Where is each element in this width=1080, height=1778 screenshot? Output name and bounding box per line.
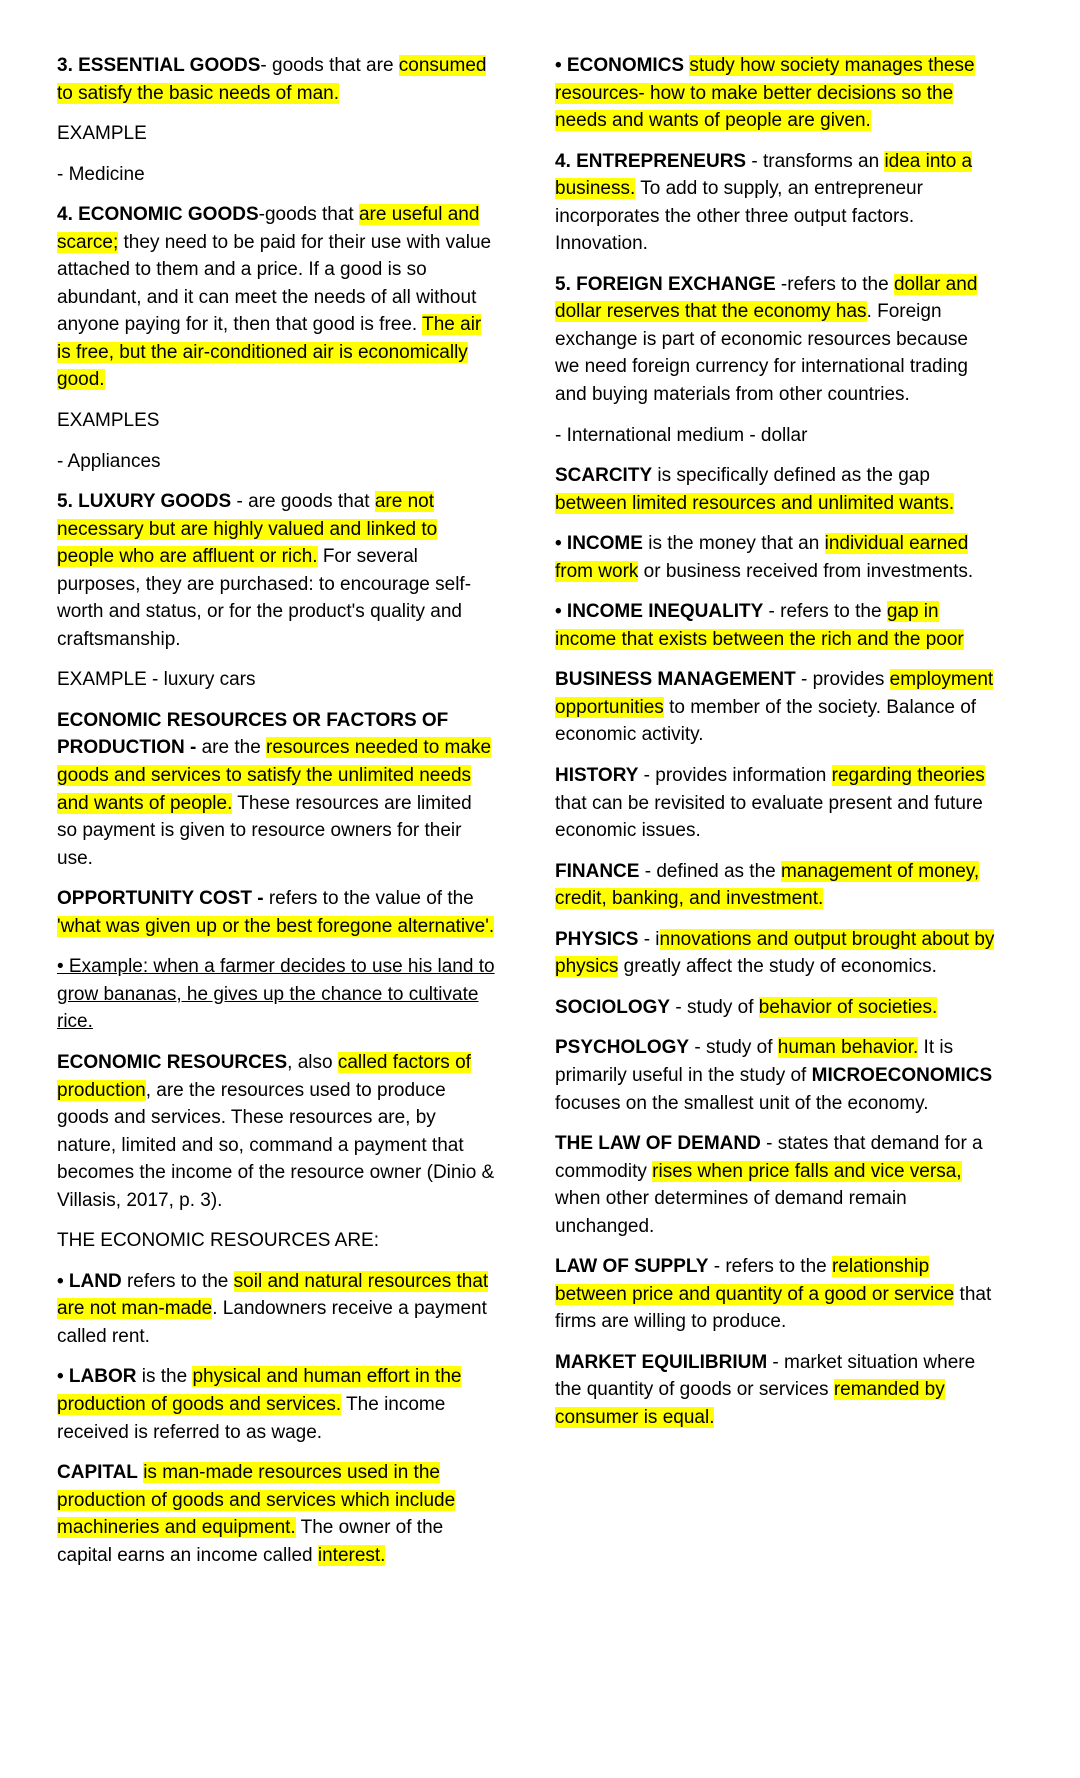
paragraph [555, 52, 995, 135]
bold-text: FINANCE [555, 860, 640, 882]
paragraph [57, 161, 497, 189]
highlighted-text: interest. [317, 1544, 386, 1566]
text-run: -goods that [258, 204, 359, 226]
text-run: - states that demand for a commodity [555, 1133, 983, 1182]
text-run: - defined as the [639, 860, 781, 882]
text-run: - transforms an [746, 150, 885, 172]
text-run: that firms are willing to produce. [555, 1283, 992, 1333]
paragraph [555, 148, 995, 258]
bold-text: MICROECONOMICS [811, 1064, 993, 1086]
bold-text: PSYCHOLOGY [555, 1037, 690, 1059]
bold-text: HISTORY [555, 765, 639, 787]
paragraph [57, 666, 497, 694]
bold-text: 4. ENTREPRENEURS [555, 150, 747, 172]
paragraph [57, 52, 497, 107]
paragraph [555, 598, 995, 653]
text-run: - are goods that [231, 491, 375, 513]
text-run: - International medium - dollar [555, 424, 808, 446]
bold-text: • INCOME [555, 533, 643, 555]
text-run: - refers to the [708, 1256, 832, 1278]
highlighted-text: are not necessary but are highly valued and linked to people who are affluent or rich. [57, 491, 438, 568]
highlighted-text: regarding theories [831, 765, 985, 787]
highlighted-text: between limited resources and unlimited wants. [555, 492, 955, 514]
text-run: when other determines of demand remain unchanged. [555, 1188, 907, 1237]
paragraph [57, 1459, 497, 1569]
highlighted-text: called factors of production [57, 1051, 471, 1101]
highlighted-text: is man-made resources used in the production of goods and services which include machineries and equipment. [57, 1462, 456, 1539]
paragraph [555, 271, 995, 409]
paragraph [555, 1349, 995, 1432]
paragraph [555, 762, 995, 845]
highlighted-text: 'what was given up or the best foregone alternative'. [57, 915, 495, 937]
text-run: - study of [689, 1037, 778, 1059]
paragraph [555, 666, 995, 749]
text-run: EXAMPLE [57, 123, 147, 145]
text-run: - i [638, 928, 660, 950]
bold-text: OPPORTUNITY COST - [57, 888, 264, 910]
text-run: For several purposes, they are purchased: to encourage self-worth and status, or for the product's quality and craftsmanship. [57, 546, 472, 650]
highlighted-text: rises when price falls and vice versa, [652, 1160, 962, 1182]
paragraph [555, 1034, 995, 1117]
text-run: - goods that are [260, 55, 399, 76]
bold-text: THE LAW OF DEMAND [555, 1133, 761, 1155]
highlighted-text: are useful and scarce; [57, 204, 480, 253]
text-run: - provides information [638, 765, 832, 787]
two-column-layout [57, 52, 995, 1582]
text-run: is the money that an [642, 533, 825, 555]
text-run: to member of the society. Balance of economic activity. [555, 696, 977, 746]
highlighted-text: dollar and dollar reserves that the economy has [555, 273, 978, 323]
bold-text: LAW OF SUPPLY [555, 1256, 709, 1278]
text-run: The owner of the capital earns an income called [57, 1517, 444, 1566]
text-run: To add to supply, an entrepreneur incorporates the other three output factors. Innovation. [555, 178, 923, 255]
text-run: are the [196, 737, 267, 759]
bold-text: • LAND [57, 1270, 122, 1292]
text-run: EXAMPLES [57, 410, 160, 432]
text-run: It is primarily useful in the study of [555, 1037, 954, 1086]
paragraph [57, 1268, 497, 1351]
bold-text: PHYSICS [555, 928, 639, 950]
paragraph [57, 488, 497, 653]
text-run: - Medicine [57, 163, 145, 185]
highlighted-text: relationship between price and quantity of a good or service [555, 1256, 955, 1305]
highlighted-text: gap in income that exists between the rich and the poor [555, 601, 964, 650]
text-run: - Appliances [57, 450, 161, 472]
text-run: . Landowners receive a payment called rent. [57, 1298, 487, 1347]
highlighted-text: study how society manages these resources- how to make better decisions so the needs and wants of people are given. [555, 55, 975, 132]
paragraph [57, 448, 497, 476]
paragraph [57, 407, 497, 435]
bold-text: ECONOMIC RESOURCES [57, 1051, 288, 1073]
text-run: focuses on the smallest unit of the economy. [555, 1092, 929, 1114]
paragraph [555, 858, 995, 913]
text-run: THE ECONOMIC RESOURCES ARE: [57, 1230, 379, 1252]
paragraph [57, 885, 497, 940]
paragraph [57, 120, 497, 148]
bold-text: MARKET EQUILIBRIUM [555, 1351, 768, 1373]
bold-text: • ECONOMICS [555, 55, 685, 76]
column-right [555, 52, 995, 1445]
text-run: greatly affect the study of economics. [618, 956, 937, 978]
bold-text: BUSINESS MANAGEMENT [555, 669, 796, 691]
text-run: - refers to the [763, 601, 887, 623]
paragraph [57, 1363, 497, 1446]
highlighted-text: employment opportunities [555, 669, 994, 718]
text-run: , are the resources used to produce goods and services. These resources are, by nature, limited and so, command a payment that becomes the income of the resource owner (Dinio & Villasis, 2017, p. 3). [57, 1079, 495, 1211]
paragraph [57, 1049, 497, 1214]
text-run: is the [136, 1366, 193, 1388]
bold-text: ECONOMIC RESOURCES OR FACTORS OF PRODUCTION - [57, 709, 449, 759]
bold-text: SCARCITY [555, 465, 653, 487]
bold-text: • INCOME INEQUALITY [555, 601, 764, 623]
text-run: refers to the [121, 1270, 234, 1292]
highlighted-text: idea into a business. [555, 150, 973, 200]
bold-text: 4. ECONOMIC GOODS [57, 204, 259, 226]
text-run: These resources are limited so payment is given to resource owners for their use. [57, 792, 472, 869]
highlighted-text: behavior of societies. [758, 996, 938, 1018]
text-run: or business received from investments. [638, 560, 974, 582]
highlighted-text: nnovations and output brought about by physics [555, 928, 995, 978]
text-run: The income received is referred to as wage. [57, 1393, 446, 1443]
bold-text: SOCIOLOGY [555, 996, 671, 1018]
text-run: that can be revisited to evaluate present and future economic issues. [555, 792, 983, 842]
text-run: refers to the value of the [263, 888, 474, 910]
highlighted-text: physical and human effort in the production of goods and services. [57, 1366, 462, 1415]
underlined-text: • Example: when a farmer decides to use his land to grow bananas, he gives up the chance to cultivate rice. [57, 956, 495, 1033]
text-run: they need to be paid for their use with value attached to them and a price. If a good is so abundant, and it can meet the needs of all without anyone paying for it, then that good is free. [57, 231, 492, 336]
highlighted-text: The air is free, but the air-conditioned air is economically good. [57, 314, 482, 391]
paragraph [57, 707, 497, 872]
paragraph [57, 1227, 497, 1255]
bold-text: CAPITAL [57, 1462, 138, 1484]
paragraph [555, 1253, 995, 1336]
text-run: -refers to the [775, 273, 894, 295]
text-run: - provides [795, 669, 890, 691]
text-run: is specifically defined as the gap [652, 465, 930, 487]
paragraph [555, 926, 995, 981]
paragraph [555, 462, 995, 517]
paragraph [57, 953, 497, 1036]
highlighted-text: resources needed to make goods and services to satisfy the unlimited needs and wants of people. [57, 737, 492, 814]
highlighted-text: soil and natural resources that are not man-made [57, 1270, 489, 1320]
highlighted-text: consumed to satisfy the basic needs of man. [57, 55, 487, 104]
bold-text: 3. ESSENTIAL GOODS [57, 55, 261, 76]
text-run: - market situation where the quantity of goods or services [555, 1351, 976, 1401]
bold-text: 5. LUXURY GOODS [57, 491, 232, 513]
highlighted-text: individual earned from work [555, 533, 969, 582]
paragraph [555, 994, 995, 1022]
highlighted-text: human behavior. [777, 1037, 919, 1059]
paragraph [57, 201, 497, 394]
text-run: - study of [670, 996, 759, 1018]
column-left [57, 52, 497, 1582]
paragraph [555, 530, 995, 585]
highlighted-text: management of money, credit, banking, and investment. [555, 860, 980, 910]
highlighted-text: remanded by consumer is equal. [555, 1379, 945, 1428]
text-run: , also [287, 1051, 338, 1073]
paragraph [555, 422, 995, 450]
bold-text: 5. FOREIGN EXCHANGE [555, 273, 776, 295]
text-run: EXAMPLE - luxury cars [57, 669, 256, 691]
bold-text: • LABOR [57, 1366, 137, 1388]
text-run: . Foreign exchange is part of economic resources because we need foreign currency for international trading and buying materials from other countries. [555, 301, 968, 406]
paragraph [555, 1130, 995, 1240]
